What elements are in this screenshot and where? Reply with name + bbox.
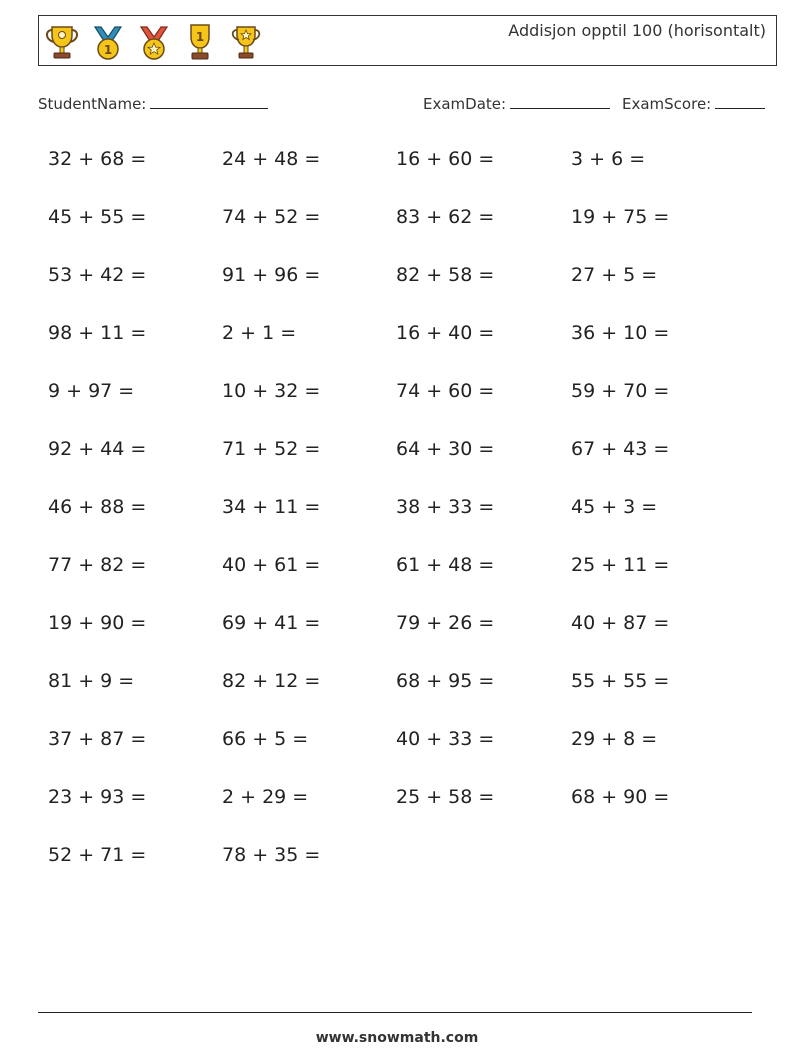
problem-item: 61 + 48 = (396, 554, 495, 576)
exam-date-label: ExamDate: (423, 95, 507, 113)
problem-item: 69 + 41 = (222, 612, 321, 634)
problem-item: 40 + 33 = (396, 728, 495, 750)
problem-item: 36 + 10 = (571, 322, 670, 344)
problem-item: 83 + 62 = (396, 206, 495, 228)
problem-item: 91 + 96 = (222, 264, 321, 286)
exam-score-field[interactable] (622, 94, 765, 113)
trophy-cup-icon (43, 21, 81, 63)
problem-item: 34 + 11 = (222, 496, 321, 518)
svg-text:1: 1 (195, 30, 205, 44)
medal-number-one-icon (89, 21, 127, 63)
student-name-label: StudentName: (38, 95, 147, 113)
problem-item: 82 + 58 = (396, 264, 495, 286)
problem-item: 16 + 40 = (396, 322, 495, 344)
problem-item: 40 + 61 = (222, 554, 321, 576)
problem-item: 29 + 8 = (571, 728, 658, 750)
problem-item: 19 + 90 = (48, 612, 147, 634)
award-icons (43, 21, 265, 63)
student-info-row (0, 94, 794, 114)
problem-item: 98 + 11 = (48, 322, 147, 344)
trophy-number-one-icon (181, 21, 219, 63)
problem-item: 92 + 44 = (48, 438, 147, 460)
problem-item: 64 + 30 = (396, 438, 495, 460)
medal-star-icon (135, 21, 173, 63)
svg-text:1: 1 (103, 43, 113, 57)
problem-item: 24 + 48 = (222, 148, 321, 170)
problem-item: 2 + 1 = (222, 322, 297, 344)
problem-item: 52 + 71 = (48, 844, 147, 866)
problem-item: 2 + 29 = (222, 786, 309, 808)
problem-item: 78 + 35 = (222, 844, 321, 866)
problem-item: 74 + 52 = (222, 206, 321, 228)
problem-item: 55 + 55 = (571, 670, 670, 692)
problem-item: 77 + 82 = (48, 554, 147, 576)
problem-item: 10 + 32 = (222, 380, 321, 402)
problem-item: 25 + 58 = (396, 786, 495, 808)
problem-item: 71 + 52 = (222, 438, 321, 460)
problem-item: 23 + 93 = (48, 786, 147, 808)
problem-item: 68 + 95 = (396, 670, 495, 692)
trophy-star-icon (227, 21, 265, 63)
problem-item: 9 + 97 = (48, 380, 135, 402)
student-name-line (150, 94, 268, 109)
problem-item: 79 + 26 = (396, 612, 495, 634)
problem-item: 19 + 75 = (571, 206, 670, 228)
problem-item: 32 + 68 = (48, 148, 147, 170)
footer-url: www.snowmath.com (315, 1030, 479, 1046)
footer-divider (38, 1012, 752, 1013)
student-name-field[interactable] (38, 94, 268, 113)
exam-score-line (715, 94, 765, 109)
problem-item: 68 + 90 = (571, 786, 670, 808)
problem-item: 82 + 12 = (222, 670, 321, 692)
problem-item: 67 + 43 = (571, 438, 670, 460)
problem-item: 46 + 88 = (48, 496, 147, 518)
problem-item: 45 + 55 = (48, 206, 147, 228)
exam-score-label: ExamScore: (622, 95, 712, 113)
exam-date-line (510, 94, 610, 109)
problem-item: 66 + 5 = (222, 728, 309, 750)
problem-item: 38 + 33 = (396, 496, 495, 518)
problem-item: 3 + 6 = (571, 148, 646, 170)
problem-item: 45 + 3 = (571, 496, 658, 518)
worksheet-header (38, 15, 777, 66)
problem-item: 40 + 87 = (571, 612, 670, 634)
problem-item: 25 + 11 = (571, 554, 670, 576)
problem-item: 37 + 87 = (48, 728, 147, 750)
worksheet-title: Addisjon opptil 100 (horisontalt) (508, 21, 766, 40)
problem-item: 16 + 60 = (396, 148, 495, 170)
problem-item: 53 + 42 = (48, 264, 147, 286)
problem-item: 59 + 70 = (571, 380, 670, 402)
problem-item: 27 + 5 = (571, 264, 658, 286)
problem-item: 81 + 9 = (48, 670, 135, 692)
exam-date-field[interactable] (423, 94, 610, 113)
problem-item: 74 + 60 = (396, 380, 495, 402)
